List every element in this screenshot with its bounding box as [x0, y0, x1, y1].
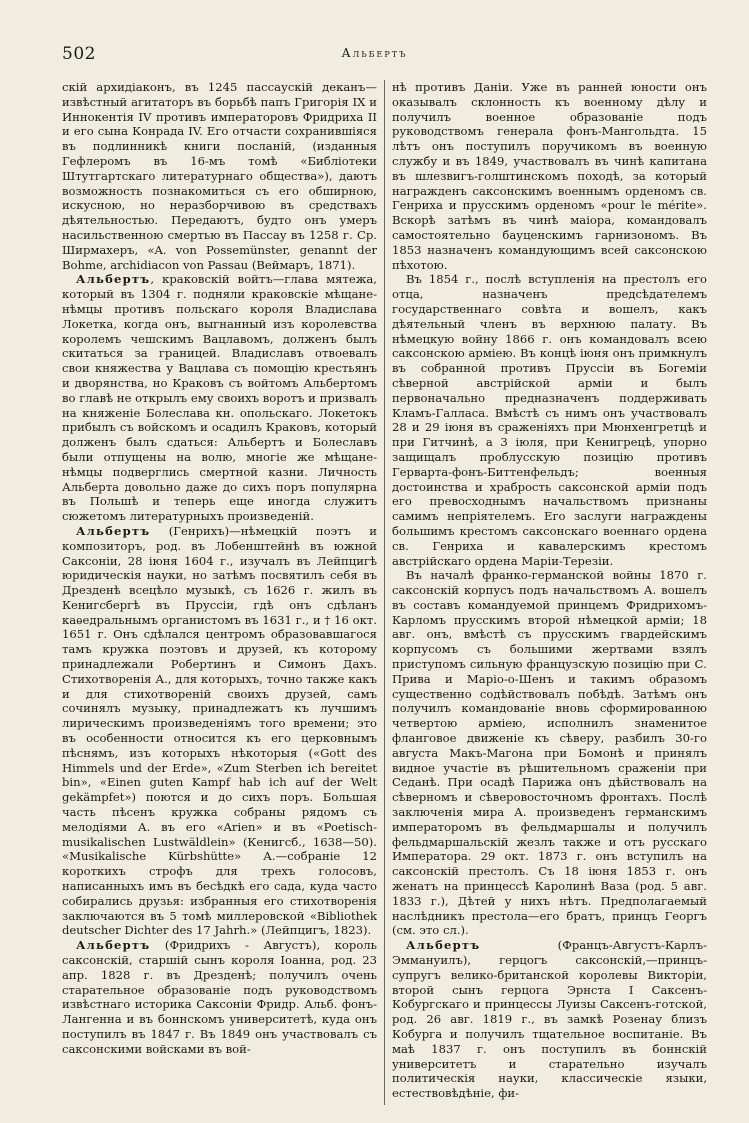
running-title: Альбертъ — [341, 46, 408, 60]
headword: Альбертъ — [76, 523, 151, 538]
left-column — [62, 80, 377, 1110]
headword: Альбертъ — [76, 272, 151, 287]
running-head — [62, 44, 687, 70]
page-number: 502 — [62, 44, 96, 64]
headword: Альбертъ — [76, 938, 151, 953]
right-column — [392, 80, 707, 1110]
entry-text: (Генрихъ)—нѣмецкій поэтъ и композиторъ, род. въ Лобенштейнѣ въ южной Саксоніи, 28 іюня 1604 г., изучалъ въ Лейпцигѣ юридическія науки, но затѣмъ посвятилъ себя въ Дрезденѣ всецѣло музыкѣ, съ 1626 г. жилъ въ Кенигсбергѣ въ Пруссіи, гдѣ онъ сдѣланъ каѳедральнымъ органистомъ въ 1631 г., и † 16 окт. 1651 г. Онъ сдѣлался центромъ образовавшагося тамъ кружка поэтовъ и друзей, къ которому принадлежали Робертинъ и Симонъ Дахъ. Стихотворенія А., для которыхъ, точно также какъ и для стихотвореній своихъ друзей, самъ сочинялъ музыку, принадлежатъ къ лучшимъ лирическимъ произведеніямъ того времени; это въ особенности относится къ его церковнымъ пѣснямъ, изъ которыхъ нѣкоторыя («Gott des Himmels und der Erde», «Zum Sterben ich bereitet bin», «Einen guten Kampf hab ich auf der Welt gekämpfet») поются и до сихъ поръ. Большая часть пѣсенъ кружка собраны рядомъ съ мелодіями А. въ его «Arien» и въ «Poetisch-musikalischen Lustwäldlein» (Кенигсб., 1638—50). «Musikalische Kürbshütte» А.—собраніе 12 короткихъ строфъ для трехъ голосовъ, написанныхъ имъ въ бесѣдкѣ его сада, куда часто собирались друзья: избранныя его стихотворенія заключаются въ 5 томѣ миллеровской «Bibliothek deutscher Dichter des 17 Jahrh.» (Лейпцигъ, 1823). — [62, 523, 377, 938]
entry-text: (Фридрихъ - Августъ), король саксонскій, старшій сынъ короля Іоанна, род. 23 апр. 1828 г. въ Дрезденѣ; получилъ очень старательное образованіе подъ руководствомъ извѣстнаго историка Саксоніи Фридр. Альб. фонъ-Лангенна и въ боннскомъ университетѣ, куда онъ поступилъ въ 1847 г. Въ 1849 онъ участвовалъ съ саксонскими войсками въ вой- — [62, 938, 377, 1056]
paragraph: Въ 1854 г., послѣ вступленія на престолъ его отца, назначенъ предсѣдателемъ государственнаго совѣта и вошелъ, какъ дѣятельный членъ въ верхнюю палату. Въ нѣмецкую войну 1866 г. онъ командовалъ всею саксонскою арміею. Въ концѣ іюня онъ примкнулъ въ собранной противъ Пруссіи въ Богеміи сѣверной австрійской арміи и былъ первоначально предназначенъ поддерживать Кламъ-Галласа. Вмѣстѣ съ нимъ онъ участвовалъ 28 и 29 іюня въ сраженіяхъ при Мюнхенгретцѣ и при Гитчинѣ, а 3 іюля, при Кенигрецѣ, упорно защищалъ проблусскую позицію противъ Герварта-фонъ-Биттенфельдъ; военныя достоинства и храбрость саксонской арміи подъ его превосходнымъ начальствомъ признаны самимъ непріятелемъ. Его заслуги награждены большимъ крестомъ саксонскаго военнаго ордена св. Генриха и кавалерскимъ крестомъ австрійскаго ордена Маріи-Терезіи. — [392, 272, 707, 568]
entry-text: (Францъ-Августъ-Карлъ-Эммануилъ), герцогъ саксонскій,—принцъ-супругъ велико-британской королевы Викторіи, второй сынъ герцога Эрнста I Саксенъ-Кобургскаго и принцессы Луизы Саксенъ-готской, род. 26 авг. 1819 г., въ замкѣ Розенау близъ Кобурга и получилъ тщательное воспитаніе. Въ маѣ 1837 г. онъ поступилъ въ боннскій университетъ и старательно изучалъ политическія науки, классическіе языки, естествовѣдѣніе, фи- — [392, 938, 707, 1101]
entry-albert-franz-august — [392, 938, 707, 1101]
column-divider — [384, 80, 385, 1105]
continuation-paragraph: скій архидіаконъ, въ 1245 пассаускій деканъ—извѣстный агитаторъ въ борьбѣ папъ Григорія IX и Иннокентія IV противъ императоровъ Фридриха II и его сына Конрада IV. Его отчасти сохранившіяся въ подлинникѣ книги посланій, (изданныя Гефлеромъ въ 16-мъ томѣ «Библіотеки Штутгартскаго литературнаго общества»), даютъ возможность познакомиться съ его обширною, искусною, но неразборчивою въ средствахъ дѣятельностью. Передаютъ, будто онъ умеръ насильственною смертью въ Пассау въ 1258 г. Ср. Ширмахеръ, «A. von Possemünster, genannt der Bohme, archidiacon von Passau (Веймаръ, 1871). — [62, 80, 377, 272]
paragraph: Въ началѣ франко-германской войны 1870 г. саксонскій корпусъ подъ начальствомъ А. вошелъ въ составъ командуемой принцемъ Фридрихомъ-Карломъ прусскимъ второй нѣмецкой арміи; 18 авг. онъ, вмѣстѣ съ прусскимъ гвардейскимъ корпусомъ съ большими жертвами взялъ приступомъ сильную французскую позицію при С. Прива и Маріо-о-Шенъ и такимъ образомъ существенно содѣйствовалъ побѣдѣ. Затѣмъ онъ получилъ командованіе вновь сформированною четвертою арміею, исполнилъ знаменитое фланговое движеніе къ сѣверу, разбилъ 30-го августа Макъ-Магона при Бомонѣ и принялъ видное участіе въ рѣшительномъ сраженіи при Седанѣ. При осадѣ Парижа онъ дѣйствовалъ на сѣверномъ и сѣверовосточномъ фронтахъ. Послѣ заключенія мира А. произведенъ германскимъ императоромъ въ фельдмаршалы и получилъ фельдмаршальскій жезлъ также и отъ русскаго Императора. 29 окт. 1873 г. онъ вступилъ на саксонскій престолъ. Съ 18 іюня 1853 г. онъ женатъ на принцессѣ Каролинѣ Ваза (род. 5 авг. 1833 г.), Дѣтей у нихъ нѣтъ. Предполагаемый наслѣдникъ престола—его братъ, принцъ Георгъ (см. это сл.). — [392, 568, 707, 938]
entry-albert-friedrich-august — [62, 938, 377, 1056]
entry-albert-krakow-voit — [62, 272, 377, 524]
entry-albert-heinrich — [62, 524, 377, 938]
headword: Альбертъ — [406, 938, 481, 953]
entry-text: , краковскій войтъ—глава мятежа, который въ 1304 г. подняли краковскіе мѣщане-нѣмцы противъ польскаго короля Владислава Локетка, когда онъ, выгнанный изъ королевства королемъ чешскимъ Вацлавомъ, долженъ былъ скитаться за границей. Владиславъ отвоевалъ свои княжества у Вацлава съ помощію крестьянъ и дворянства, но Краковъ съ войтомъ Альбертомъ во главѣ не открылъ ему своихъ воротъ и призвалъ на княженіе Болеслава кн. опольскаго. Локетокъ прибылъ съ войскомъ и осадилъ Краковъ, который долженъ былъ сдаться: Альбертъ и Болеславъ были отпущены на волю, многіе же мѣщане-нѣмцы подверглись смертной казни. Личность Альберта довольно даже до сихъ поръ популярна въ Польшѣ и теперь еще иногда служитъ сюжетомъ литературныхъ произведеній. — [62, 272, 377, 524]
continuation-paragraph: нѣ противъ Даніи. Уже въ ранней юности онъ оказывалъ склонность къ военному дѣлу и получилъ военное образованіе подъ руководствомъ генерала фонъ-Мангольдта. 15 лѣтъ онъ поступилъ поручикомъ въ военную службу и въ 1849, участвовалъ въ чинѣ капитана въ шлезвигъ-голштинскомъ походѣ, за который награжденъ саксонскимъ военнымъ орденомъ св. Генриха и прусскимъ орденомъ «pour le mérite». Вскорѣ затѣмъ въ чинѣ маіора, командовалъ самостоятельно бауценскимъ гарнизономъ. Въ 1853 назначенъ командующимъ всей саксонскою пѣхотою. — [392, 80, 707, 272]
